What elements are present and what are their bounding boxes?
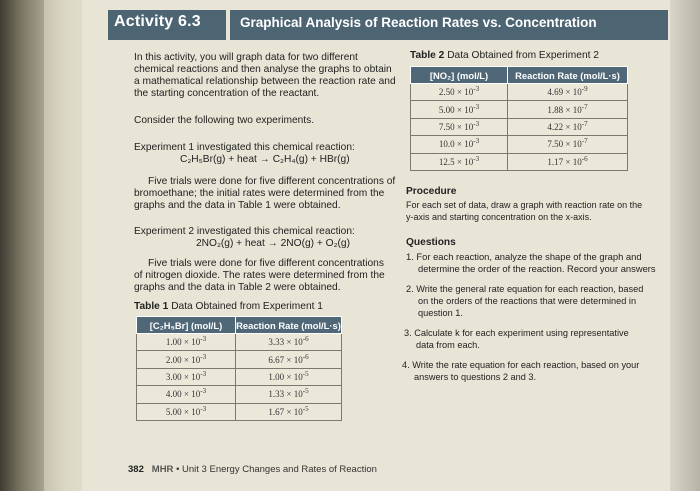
table-cell: $1.00 \times 10^{-5}$ [236,368,342,385]
question-1-line-2: determine the order of the reaction. Record your answers [418,263,656,274]
table-cell: $2.50 \times 10^{-3}$ [411,84,508,101]
table-cell: $7.50 \times 10^{-3}$ [411,118,508,135]
page-edge [670,0,700,491]
table-cell: $5.00 \times 10^{-3}$ [411,101,508,118]
activity-header-band [108,10,668,40]
table-cell: $1.00 \times 10^{-3}$ [137,334,236,351]
table-cell: $3.33 \times 10^{-6}$ [236,334,342,351]
table-cell: $7.50 \times 10^{-7}$ [508,136,628,153]
question-3-line-2: data from each. [416,340,480,350]
table-cell: $4.22 \times 10^{-7}$ [508,118,628,135]
table2-caption-label: Table 2 [410,50,445,61]
table1 [136,316,342,421]
experiment1-equation: C₂H₅Br(g) + heat → C₂H₄(g) + HBr(g) [180,154,350,165]
activity-title: Graphical Analysis of Reaction Rates vs. Concentration [240,15,597,30]
intro-line-1: In this activity, you will graph data for two different [134,52,358,63]
procedure-line-1: For each set of data, draw a graph with reaction rate on the [406,200,643,210]
table1-caption-text: Data Obtained from Experiment 1 [171,301,323,312]
table-cell: $4.00 \times 10^{-3}$ [137,386,236,403]
question-1-line-1: 1. For each reaction, analyze the shape of the graph and [406,251,642,262]
page-number: 382 [128,464,144,475]
table-row [411,101,628,118]
table-row [411,84,628,101]
table-cell: $1.17 \times 10^{-6}$ [508,153,628,170]
header-divider [226,10,230,40]
experiment1-desc-line-1: Five trials were done for five different concentrations of [148,176,396,187]
table-row [137,334,342,351]
question-3-line-1: 3. Calculate k for each experiment using representative [404,328,629,338]
table-row [411,136,628,153]
experiment2-equation: 2NO₂(g) + heat → 2NO(g) + O₂(g) [196,238,350,249]
book-binding-shadow [0,0,44,491]
table-cell: $2.00 \times 10^{-3}$ [137,351,236,368]
table-cell: $4.69 \times 10^{-9}$ [508,84,628,101]
table1-caption [134,301,323,313]
intro-line-3: a mathematical relationship between the reaction rate and [134,76,396,87]
table-cell: $12.5 \times 10^{-3}$ [411,153,508,170]
question-4-line-1: 4. Write the rate equation for each reaction, based on your [402,360,640,370]
consider-text: Consider the following two experiments. [134,115,315,126]
footer-brand: MHR [151,464,174,475]
table2-caption-text: Data Obtained from Experiment 2 [447,50,599,61]
table-cell: $3.00 \times 10^{-3}$ [137,368,236,385]
procedure-heading: Procedure [406,186,457,197]
table-cell: $6.67 \times 10^{-6}$ [236,351,342,368]
question-2-line-3: question 1. [418,308,463,318]
table1-header-concentration: [C₂H₅Br] (mol/L) [137,317,236,334]
table-cell: $5.00 \times 10^{-3}$ [137,403,236,420]
procedure-line-2: y-axis and starting concentration on the x-axis. [406,212,592,222]
footer-unit: • Unit 3 Energy Changes and Rates of Reaction [176,464,377,475]
experiment1-desc-line-3: graphs and the data in Table 1 were obtained. [134,200,341,211]
table-row [411,153,628,170]
experiment1-heading: Experiment 1 investigated this chemical reaction: [134,142,355,153]
questions-heading: Questions [406,237,456,248]
page-footer [128,464,377,475]
table-cell: $1.33 \times 10^{-5}$ [236,386,342,403]
table-row [137,368,342,385]
table-row [137,351,342,368]
experiment2-desc-line-1: Five trials were done for five different concentrations [148,258,384,269]
table2 [410,66,628,171]
experiment1-desc-line-2: bromoethane; the initial rates were determined from the [134,188,385,199]
table-cell: $10.0 \times 10^{-3}$ [411,136,508,153]
table1-header-rate: Reaction Rate (mol/L·s) [236,317,342,334]
table-cell: $1.67 \times 10^{-5}$ [236,403,342,420]
intro-line-2: chemical reactions and then analyse the graphs to obtain [134,64,392,75]
question-4-line-2: answers to questions 2 and 3. [414,372,537,382]
table-row [137,403,342,420]
table2-caption [410,50,599,62]
table2-header-concentration: [NO₂] (mol/L) [411,67,508,84]
table2-header-rate: Reaction Rate (mol/L·s) [508,67,628,84]
table1-caption-label: Table 1 [134,301,169,312]
table-cell: $1.88 \times 10^{-7}$ [508,101,628,118]
intro-line-4: the starting concentration of the reactant. [134,88,320,99]
table-row [411,118,628,135]
experiment2-heading: Experiment 2 investigated this chemical reaction: [134,226,355,237]
question-2-line-2: on the orders of the reactions that were determined in [418,296,637,306]
table-row [137,386,342,403]
experiment2-desc-line-2: of nitrogen dioxide. The rates were determined from the [134,270,385,281]
activity-number: Activity 6.3 [114,13,201,30]
question-2-line-1: 2. Write the general rate equation for each reaction, based [406,284,644,294]
experiment2-desc-line-3: graphs and the data in Table 2 were obtained. [134,282,341,293]
